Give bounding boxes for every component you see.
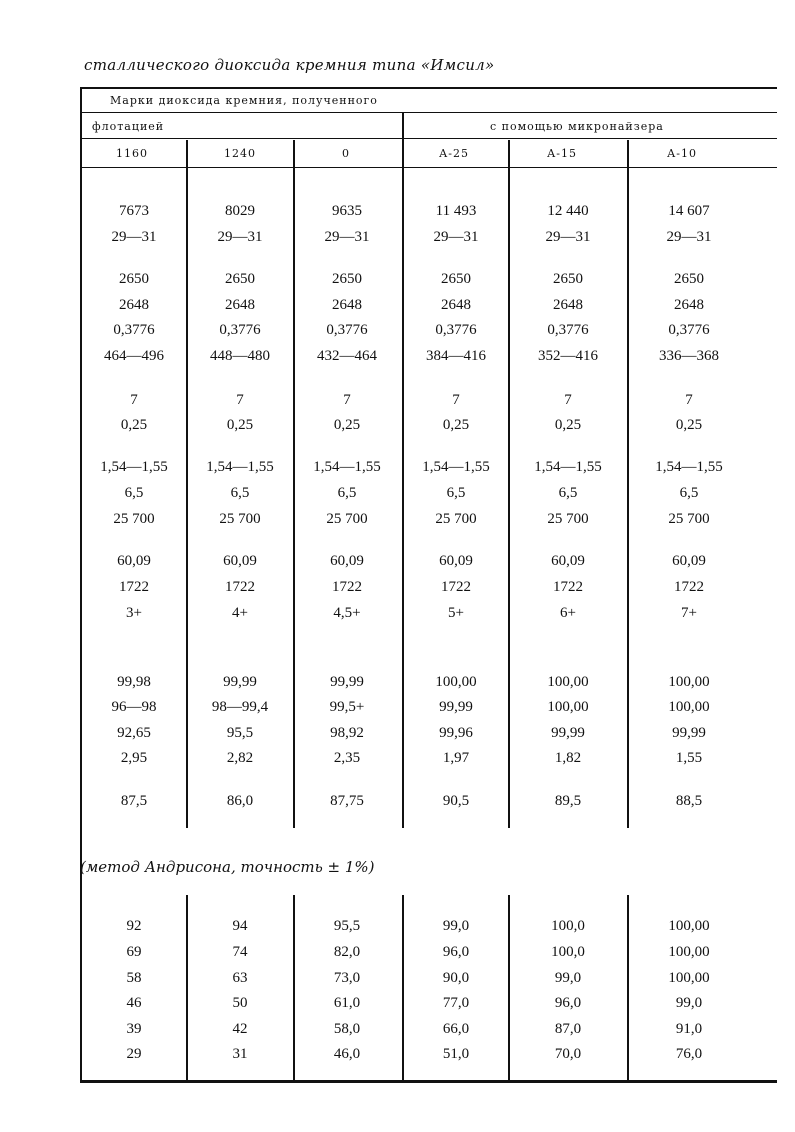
table-cell: 2650 — [119, 271, 149, 287]
table-cell: 98—99,4 — [211, 699, 269, 715]
table-cell: 94 — [232, 918, 248, 934]
table-cell: 4,5+ — [333, 605, 361, 621]
table-cell: 0,3776 — [113, 322, 155, 338]
table-cell: 1,54—1,55 — [422, 459, 490, 475]
column-separator — [627, 895, 629, 1081]
table-cell: 5+ — [448, 605, 464, 621]
table-cell: 0,3776 — [668, 322, 710, 338]
table-cell: 2648 — [441, 297, 471, 313]
table-cell: 99,0 — [675, 995, 703, 1011]
table-cell: 1722 — [553, 579, 583, 595]
table-cell: 99,0 — [554, 970, 582, 986]
table-cell: 6+ — [560, 605, 576, 621]
table-cell: 63 — [232, 970, 248, 986]
table-cell: 100,00 — [547, 674, 589, 690]
table-cell: 31 — [232, 1046, 248, 1062]
table-cell: 92 — [126, 918, 142, 934]
table-cell: 25 700 — [435, 511, 477, 527]
table-cell: 29—31 — [324, 229, 370, 245]
table-cell: 1722 — [674, 579, 704, 595]
table-cell: 8029 — [225, 203, 255, 219]
table-cell: 100,0 — [551, 944, 585, 960]
table-cell: 1722 — [441, 579, 471, 595]
column-header: А-10 — [666, 147, 698, 160]
table-cell: 0,25 — [333, 417, 361, 433]
column-header: А-25 — [438, 147, 470, 160]
table-cell: 2,35 — [333, 750, 361, 766]
table-cell: 25 700 — [668, 511, 710, 527]
table-cell: 14 607 — [668, 203, 710, 219]
table-cell: 99,98 — [117, 674, 151, 690]
table-cell: 1722 — [332, 579, 362, 595]
table-cell: 2,95 — [120, 750, 148, 766]
table-cell: 61,0 — [333, 995, 361, 1011]
table-cell: 60,09 — [551, 553, 585, 569]
table-cell: 7 — [343, 392, 351, 408]
table-cell: 87,5 — [120, 793, 148, 809]
table-cell: 2650 — [553, 271, 583, 287]
table-cell: 70,0 — [554, 1046, 582, 1062]
column-header: 0 — [342, 147, 350, 160]
table-cell: 7 — [236, 392, 244, 408]
table-cell: 29—31 — [433, 229, 479, 245]
table-cell: 76,0 — [675, 1046, 703, 1062]
table-cell: 87,75 — [330, 793, 364, 809]
group-rule — [82, 112, 777, 113]
table-cell: 25 700 — [113, 511, 155, 527]
table-cell: 1722 — [225, 579, 255, 595]
table-cell: 0,3776 — [547, 322, 589, 338]
table-cell: 7+ — [681, 605, 697, 621]
table-cell: 99,99 — [223, 674, 257, 690]
method-note: (метод Андрисона, точность ± 1%) — [80, 858, 375, 876]
table-cell: 2650 — [332, 271, 362, 287]
table-cell: 6,5 — [446, 485, 466, 501]
table-cell: 29—31 — [666, 229, 712, 245]
table-cell: 29 — [126, 1046, 142, 1062]
method-rule — [82, 138, 777, 139]
table-cell: 66,0 — [442, 1021, 470, 1037]
table-cell: 2648 — [225, 297, 255, 313]
table-cell: 7 — [564, 392, 572, 408]
table-cell: 448—480 — [210, 348, 270, 364]
table-cell: 352—416 — [538, 348, 598, 364]
table-cell: 100,00 — [547, 699, 589, 715]
table-cell: 7 — [452, 392, 460, 408]
table-cell: 100,00 — [668, 699, 710, 715]
table-cell: 95,5 — [226, 725, 254, 741]
top-rule — [82, 87, 777, 89]
table-cell: 86,0 — [226, 793, 254, 809]
table-cell: 100,00 — [668, 674, 710, 690]
table-cell: 1,55 — [675, 750, 703, 766]
table-cell: 7 — [130, 392, 138, 408]
table-cell: 60,09 — [330, 553, 364, 569]
table-cell: 432—464 — [317, 348, 377, 364]
table-cell: 1,54—1,55 — [100, 459, 168, 475]
table-cell: 88,5 — [675, 793, 703, 809]
column-header: 1160 — [116, 147, 148, 160]
table-cell: 73,0 — [333, 970, 361, 986]
table-cell: 50 — [232, 995, 248, 1011]
table-cell: 12 440 — [547, 203, 589, 219]
table-cell: 1,54—1,55 — [313, 459, 381, 475]
table-cell: 1,82 — [554, 750, 582, 766]
table-cell: 99,99 — [551, 725, 585, 741]
table-cell: 25 700 — [326, 511, 368, 527]
table-cell: 99,5+ — [329, 699, 365, 715]
table-cell: 60,09 — [223, 553, 257, 569]
table-cell: 2648 — [119, 297, 149, 313]
table-cell: 384—416 — [426, 348, 486, 364]
table-cell: 100,0 — [551, 918, 585, 934]
table-cell: 0,25 — [554, 417, 582, 433]
table-cell: 0,3776 — [219, 322, 261, 338]
table-cell: 2648 — [332, 297, 362, 313]
table-cell: 99,99 — [330, 674, 364, 690]
column-header: А-15 — [546, 147, 578, 160]
table-cell: 39 — [126, 1021, 142, 1037]
table-cell: 336—368 — [659, 348, 719, 364]
column-header: 1240 — [224, 147, 256, 160]
micronizer-header: с помощью микронайзера — [490, 120, 664, 133]
table-cell: 96,0 — [554, 995, 582, 1011]
table-cell: 9635 — [332, 203, 362, 219]
table-cell: 6,5 — [558, 485, 578, 501]
table-cell: 25 700 — [219, 511, 261, 527]
table-cell: 6,5 — [124, 485, 144, 501]
table-cell: 2650 — [225, 271, 255, 287]
table-cell: 1,54—1,55 — [655, 459, 723, 475]
table-cell: 74 — [232, 944, 248, 960]
table-cell: 1,54—1,55 — [206, 459, 274, 475]
table-cell: 25 700 — [547, 511, 589, 527]
table-cell: 69 — [126, 944, 142, 960]
table-cell: 99,99 — [439, 699, 473, 715]
table-cell: 6,5 — [679, 485, 699, 501]
table-cell: 46,0 — [333, 1046, 361, 1062]
table-cell: 1,54—1,55 — [534, 459, 602, 475]
table-cell: 29—31 — [111, 229, 157, 245]
table-cell: 1722 — [119, 579, 149, 595]
table-cell: 7 — [685, 392, 693, 408]
table-cell: 99,0 — [442, 918, 470, 934]
table-cell: 98,92 — [330, 725, 364, 741]
table-cell: 42 — [232, 1021, 248, 1037]
table-cell: 99,96 — [439, 725, 473, 741]
group-header: Марки диоксида кремния, полученного — [110, 94, 378, 107]
table-cell: 60,09 — [117, 553, 151, 569]
table-cell: 60,09 — [672, 553, 706, 569]
table-cell: 464—496 — [104, 348, 164, 364]
table-cell: 100,00 — [668, 918, 710, 934]
table-cell: 6,5 — [230, 485, 250, 501]
table-cell: 100,00 — [668, 944, 710, 960]
flotation-header: флотацией — [92, 120, 165, 133]
table-cell: 2648 — [553, 297, 583, 313]
table-cell: 46 — [126, 995, 142, 1011]
table-cell: 3+ — [126, 605, 142, 621]
table-cell: 2648 — [674, 297, 704, 313]
table-cell: 100,00 — [668, 970, 710, 986]
table-cell: 100,00 — [435, 674, 477, 690]
table-cell: 7673 — [119, 203, 149, 219]
table-cell: 95,5 — [333, 918, 361, 934]
table-cell: 0,25 — [675, 417, 703, 433]
table-cell: 92,65 — [117, 725, 151, 741]
table-cell: 99,99 — [672, 725, 706, 741]
table-cell: 4+ — [232, 605, 248, 621]
table-cell: 96,0 — [442, 944, 470, 960]
table-cell: 82,0 — [333, 944, 361, 960]
table-cell: 90,5 — [442, 793, 470, 809]
table-cell: 0,3776 — [326, 322, 368, 338]
table-cell: 91,0 — [675, 1021, 703, 1037]
table-cell: 0,25 — [442, 417, 470, 433]
table-cell: 1,97 — [442, 750, 470, 766]
table-cell: 51,0 — [442, 1046, 470, 1062]
column-separator — [627, 140, 629, 828]
table-cell: 11 493 — [435, 203, 477, 219]
page-title: сталлического диоксида кремния типа «Имсил» — [84, 56, 495, 74]
table-cell: 29—31 — [217, 229, 263, 245]
table-cell: 89,5 — [554, 793, 582, 809]
table-cell: 2650 — [441, 271, 471, 287]
table-cell: 90,0 — [442, 970, 470, 986]
table-cell: 87,0 — [554, 1021, 582, 1037]
table-cell: 2,82 — [226, 750, 254, 766]
table-cell: 0,25 — [226, 417, 254, 433]
table-cell: 0,25 — [120, 417, 148, 433]
table-cell: 58 — [126, 970, 142, 986]
table-cell: 6,5 — [337, 485, 357, 501]
table-cell: 77,0 — [442, 995, 470, 1011]
table-cell: 96—98 — [111, 699, 157, 715]
table-cell: 2650 — [674, 271, 704, 287]
table-cell: 58,0 — [333, 1021, 361, 1037]
table-cell: 60,09 — [439, 553, 473, 569]
table-cell: 0,3776 — [435, 322, 477, 338]
table-cell: 29—31 — [545, 229, 591, 245]
